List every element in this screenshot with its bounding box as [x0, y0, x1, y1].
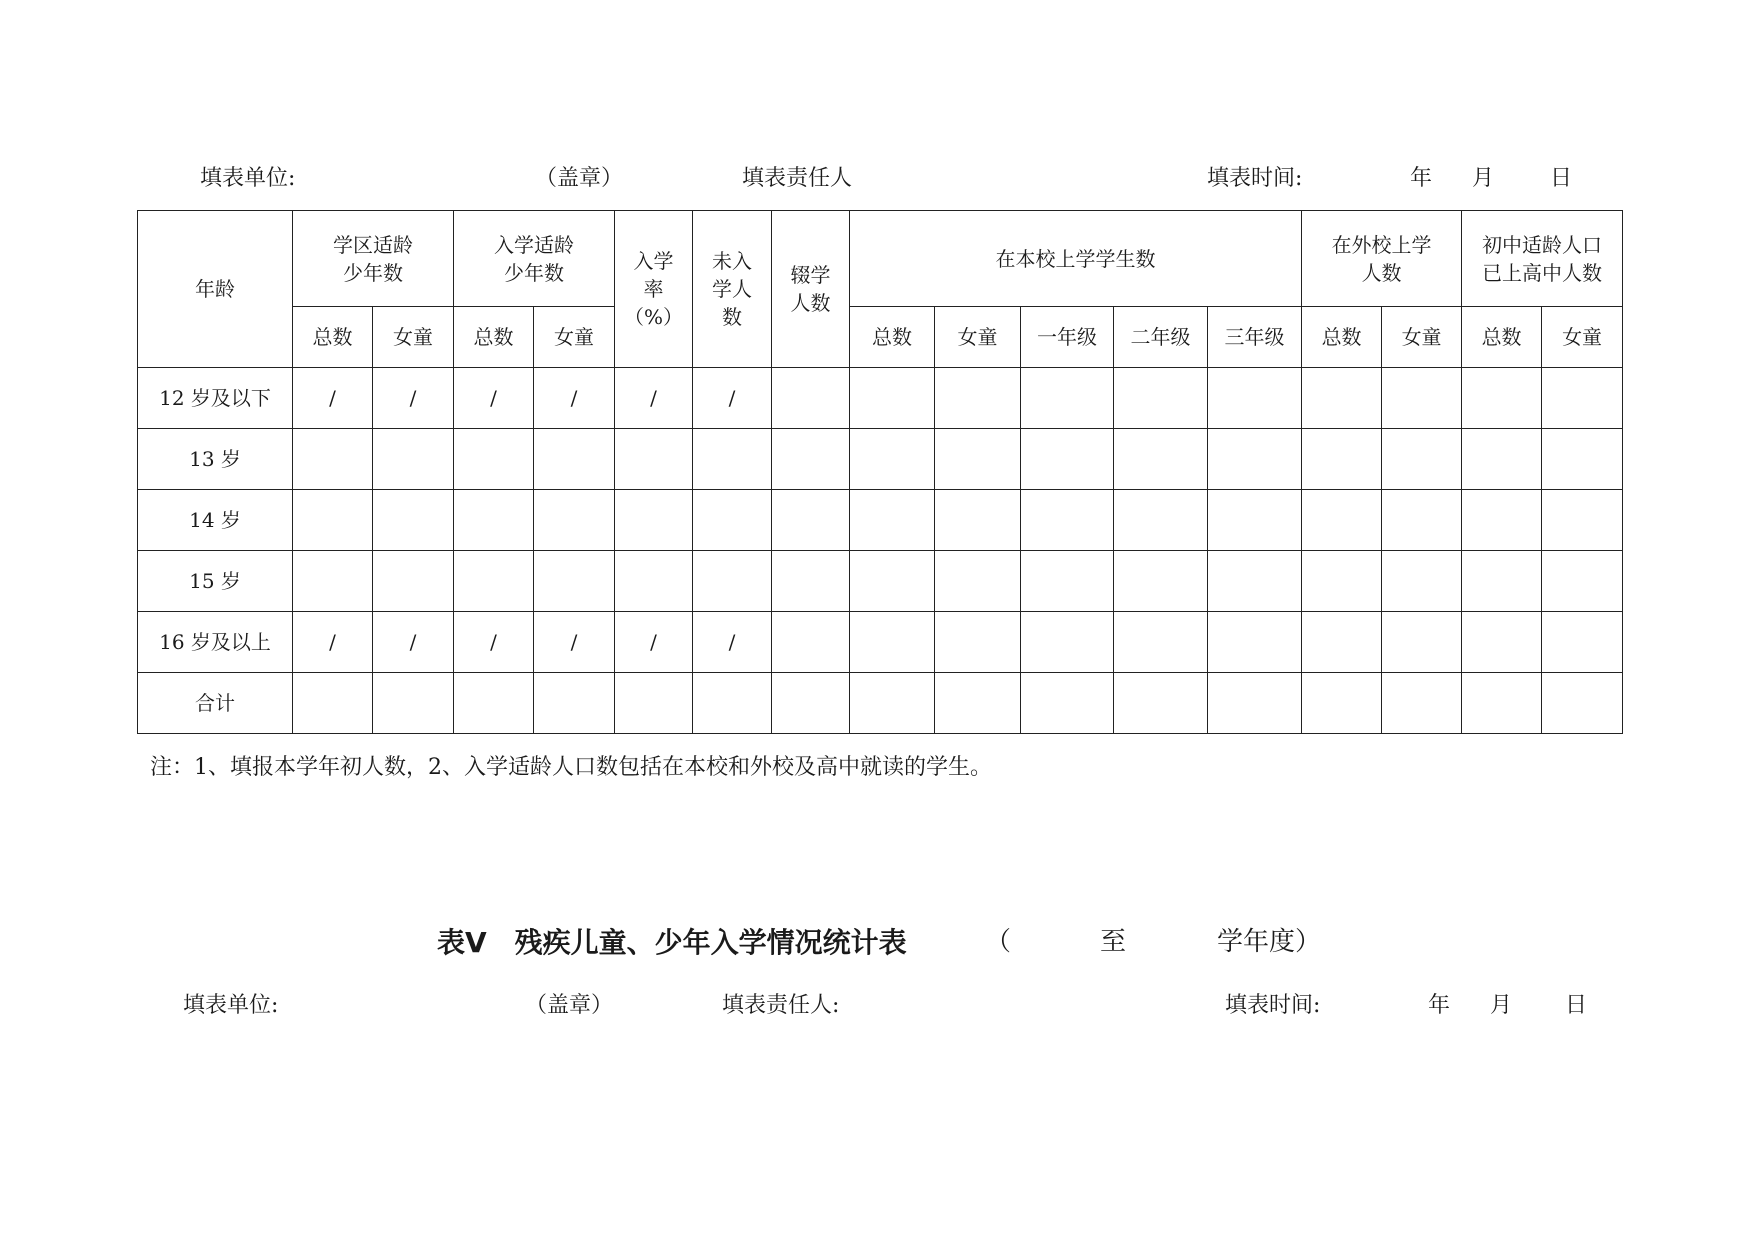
empty-cell[interactable] [1021, 429, 1114, 490]
empty-cell[interactable] [850, 490, 935, 551]
sub-header-grade1: 一年级 [1021, 307, 1114, 368]
sub-header-total: 总数 [850, 307, 935, 368]
sub-header-total: 总数 [293, 307, 373, 368]
header-not-enrolled: 未入 学人 数 [693, 211, 772, 368]
fill-unit-label-2: 填表单位: [183, 993, 279, 1018]
empty-cell[interactable] [1462, 551, 1542, 612]
empty-cell[interactable] [1302, 429, 1382, 490]
header-enroll-rate: 入学 率 （%） [615, 211, 693, 368]
empty-cell[interactable] [373, 673, 454, 734]
empty-cell[interactable] [1302, 551, 1382, 612]
empty-cell[interactable] [693, 429, 772, 490]
header-district-youth: 学区适龄 少年数 [293, 211, 454, 307]
empty-cell[interactable] [615, 490, 693, 551]
empty-cell[interactable] [1382, 368, 1462, 429]
enrollment-table [137, 210, 1623, 734]
slash-cell: / [615, 368, 693, 429]
empty-cell[interactable] [1382, 551, 1462, 612]
empty-cell[interactable] [534, 429, 615, 490]
empty-cell[interactable] [1382, 429, 1462, 490]
empty-cell[interactable] [615, 673, 693, 734]
slash-cell: / [373, 368, 454, 429]
slash-cell: / [693, 368, 772, 429]
empty-cell[interactable] [693, 673, 772, 734]
table-v-title: 表Ⅴ 残疾儿童、少年入学情况统计表 [437, 926, 907, 959]
empty-cell[interactable] [293, 673, 373, 734]
empty-cell[interactable] [850, 673, 935, 734]
empty-cell[interactable] [772, 612, 850, 673]
sub-header-girls: 女童 [1382, 307, 1462, 368]
slash-cell: / [293, 368, 373, 429]
empty-cell[interactable] [1208, 429, 1302, 490]
empty-cell[interactable] [1302, 490, 1382, 551]
seal-label: （盖章） [535, 166, 624, 191]
header-age: 年龄 [138, 211, 293, 368]
empty-cell[interactable] [850, 551, 935, 612]
day-label: 日 [1550, 166, 1573, 191]
empty-cell[interactable] [1021, 612, 1114, 673]
empty-cell[interactable] [1114, 429, 1208, 490]
empty-cell[interactable] [1114, 490, 1208, 551]
table-row [138, 551, 1623, 612]
title-paren-open: （ [985, 927, 1012, 957]
empty-cell[interactable] [1114, 673, 1208, 734]
empty-cell[interactable] [1208, 551, 1302, 612]
empty-cell[interactable] [935, 368, 1021, 429]
empty-cell[interactable] [373, 429, 454, 490]
empty-cell[interactable] [1021, 490, 1114, 551]
month-label: 月 [1472, 166, 1495, 191]
empty-cell[interactable] [293, 490, 373, 551]
year-label: 年 [1410, 166, 1433, 191]
empty-cell[interactable] [693, 551, 772, 612]
fill-time-label-2: 填表时间: [1225, 993, 1321, 1018]
responsible-person-label: 填表责任人 [742, 166, 853, 191]
empty-cell[interactable] [534, 551, 615, 612]
empty-cell[interactable] [1542, 429, 1623, 490]
empty-cell[interactable] [1302, 368, 1382, 429]
empty-cell[interactable] [454, 551, 534, 612]
year-label-2: 年 [1428, 993, 1451, 1018]
empty-cell[interactable] [1114, 368, 1208, 429]
table-row [138, 368, 1623, 429]
empty-cell[interactable] [1542, 673, 1623, 734]
row-label: 合计 [138, 673, 293, 734]
empty-cell[interactable] [534, 673, 615, 734]
empty-cell[interactable] [1462, 612, 1542, 673]
empty-cell[interactable] [1462, 368, 1542, 429]
empty-cell[interactable] [1462, 673, 1542, 734]
empty-cell[interactable] [1542, 490, 1623, 551]
empty-cell[interactable] [772, 368, 850, 429]
header-high-school: 初中适龄人口 已上高中人数 [1462, 211, 1623, 307]
slash-cell: / [534, 612, 615, 673]
table-row [138, 429, 1623, 490]
sub-header-girls: 女童 [534, 307, 615, 368]
empty-cell[interactable] [1462, 429, 1542, 490]
sub-header-total: 总数 [1462, 307, 1542, 368]
empty-cell[interactable] [454, 490, 534, 551]
empty-cell[interactable] [615, 551, 693, 612]
empty-cell[interactable] [850, 429, 935, 490]
empty-cell[interactable] [772, 429, 850, 490]
empty-cell[interactable] [1382, 673, 1462, 734]
empty-cell[interactable] [1208, 368, 1302, 429]
sub-header-grade2: 二年级 [1114, 307, 1208, 368]
empty-cell[interactable] [772, 673, 850, 734]
empty-cell[interactable] [850, 612, 935, 673]
empty-cell[interactable] [935, 673, 1021, 734]
slash-cell: / [293, 612, 373, 673]
empty-cell[interactable] [534, 490, 615, 551]
month-label-2: 月 [1490, 993, 1513, 1018]
slash-cell: / [693, 612, 772, 673]
empty-cell[interactable] [1382, 490, 1462, 551]
empty-cell[interactable] [850, 368, 935, 429]
sub-header-total: 总数 [1302, 307, 1382, 368]
header-enroll-youth: 入学适龄 少年数 [454, 211, 615, 307]
empty-cell[interactable] [373, 490, 454, 551]
slash-cell: / [373, 612, 454, 673]
header-dropout: 辍学 人数 [772, 211, 850, 368]
empty-cell[interactable] [615, 429, 693, 490]
sub-header-girls: 女童 [935, 307, 1021, 368]
empty-cell[interactable] [935, 612, 1021, 673]
row-label: 15 岁 [138, 551, 293, 612]
title-to: 至 [1100, 927, 1127, 957]
empty-cell[interactable] [935, 429, 1021, 490]
row-label: 12 岁及以下 [138, 368, 293, 429]
responsible-person-label-2: 填表责任人: [722, 993, 840, 1018]
seal-label-2: （盖章） [525, 993, 614, 1018]
title-year-suffix: 学年度） [1217, 927, 1322, 957]
row-label: 16 岁及以上 [138, 612, 293, 673]
empty-cell[interactable] [1302, 612, 1382, 673]
slash-cell: / [454, 368, 534, 429]
empty-cell[interactable] [373, 551, 454, 612]
empty-cell[interactable] [1208, 673, 1302, 734]
fill-unit-label: 填表单位: [200, 166, 296, 191]
empty-cell[interactable] [1542, 612, 1623, 673]
table-note: 注：1、填报本学年初人数，2、入学适龄人口数包括在本校和外校及高中就读的学生。 [150, 755, 992, 780]
table-row [138, 673, 1623, 734]
empty-cell[interactable] [1021, 673, 1114, 734]
slash-cell: / [534, 368, 615, 429]
empty-cell[interactable] [1208, 612, 1302, 673]
sub-header-total: 总数 [454, 307, 534, 368]
table-row [138, 490, 1623, 551]
empty-cell[interactable] [1208, 490, 1302, 551]
empty-cell[interactable] [1302, 673, 1382, 734]
empty-cell[interactable] [293, 429, 373, 490]
empty-cell[interactable] [1382, 612, 1462, 673]
empty-cell[interactable] [1114, 551, 1208, 612]
empty-cell[interactable] [935, 490, 1021, 551]
empty-cell[interactable] [1542, 551, 1623, 612]
slash-cell: / [454, 612, 534, 673]
row-label: 14 岁 [138, 490, 293, 551]
fill-time-label: 填表时间: [1207, 166, 1303, 191]
day-label-2: 日 [1565, 993, 1588, 1018]
table-row [138, 612, 1623, 673]
empty-cell[interactable] [935, 551, 1021, 612]
empty-cell[interactable] [293, 551, 373, 612]
sub-header-girls: 女童 [1542, 307, 1623, 368]
empty-cell[interactable] [1114, 612, 1208, 673]
header-local-students: 在本校上学学生数 [850, 211, 1302, 307]
slash-cell: / [615, 612, 693, 673]
empty-cell[interactable] [772, 551, 850, 612]
row-label: 13 岁 [138, 429, 293, 490]
empty-cell[interactable] [454, 429, 534, 490]
empty-cell[interactable] [1021, 551, 1114, 612]
header-other-school: 在外校上学 人数 [1302, 211, 1462, 307]
sub-header-grade3: 三年级 [1208, 307, 1302, 368]
empty-cell[interactable] [693, 490, 772, 551]
empty-cell[interactable] [1542, 368, 1623, 429]
empty-cell[interactable] [1021, 368, 1114, 429]
empty-cell[interactable] [454, 673, 534, 734]
empty-cell[interactable] [1462, 490, 1542, 551]
empty-cell[interactable] [772, 490, 850, 551]
sub-header-girls: 女童 [373, 307, 454, 368]
